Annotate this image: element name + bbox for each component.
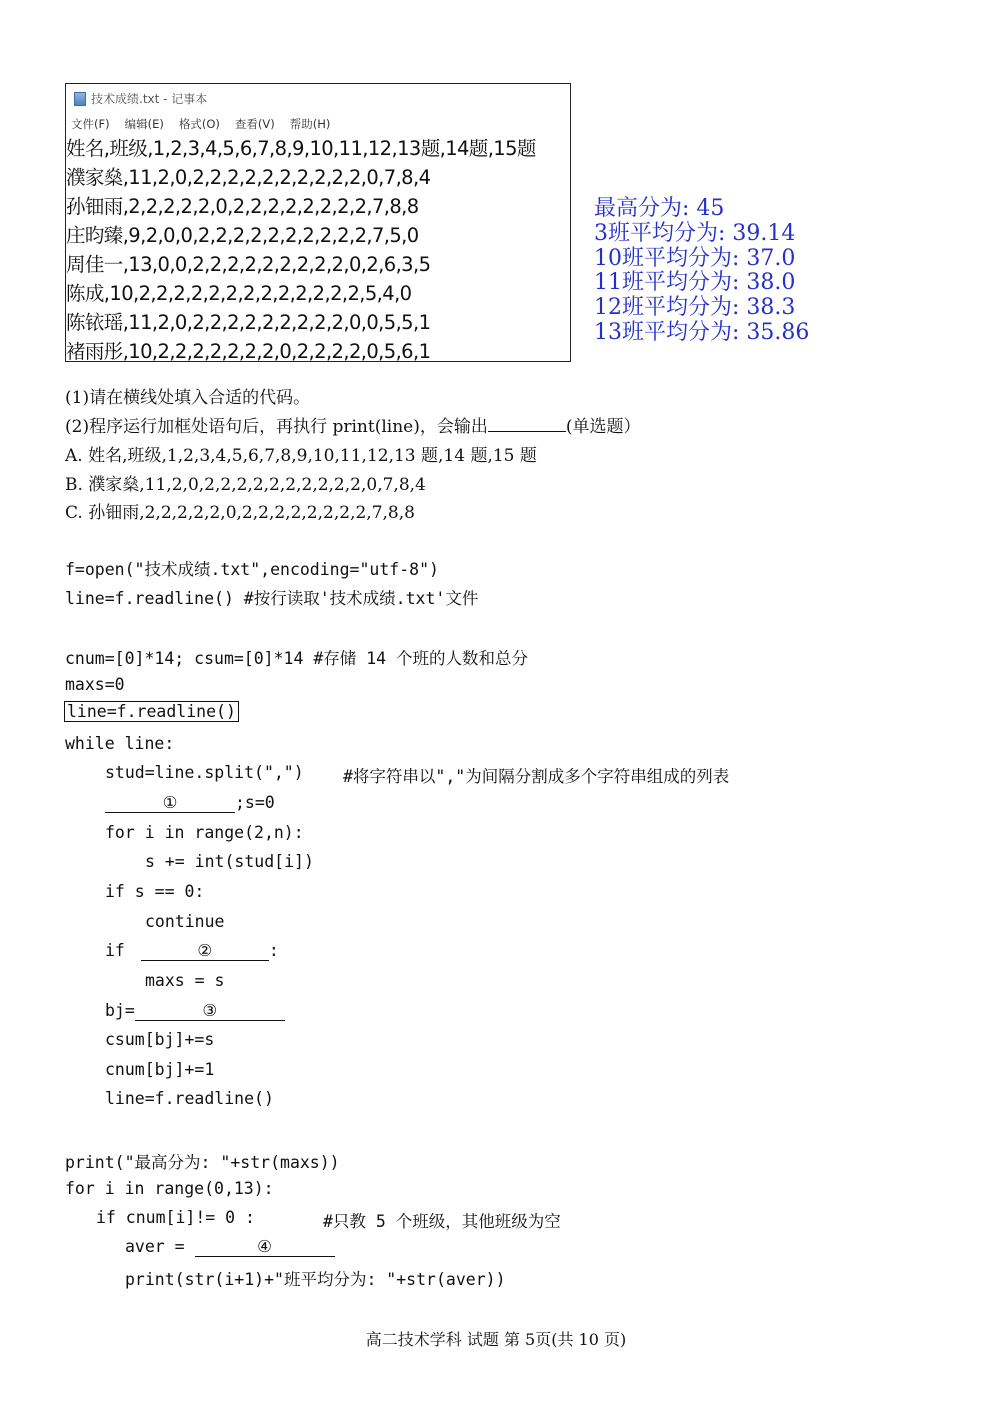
question-2-suffix: (单选题） [565, 417, 641, 437]
output-line: 12班平均分为: 38.3 [594, 295, 796, 321]
page-footer: 高二技术学科 试题 第 5页(共 10 页) [365, 1330, 627, 1349]
code-if-keyword: if [105, 941, 125, 960]
code-colon: : [268, 941, 279, 960]
option-b: B. 濮家燊,11,2,0,2,2,2,2,2,2,2,2,2,2,0,7,8,4 [65, 475, 426, 495]
notepad-line: 褚雨彤,10,2,2,2,2,2,2,2,0,2,2,2,2,0,5,6,1 [66, 340, 431, 363]
code-blank-3-line [105, 1001, 285, 1021]
code-init: cnum=[0]*14; csum=[0]*14 #存储 14 个班的人数和总分 [65, 649, 529, 668]
code-maxs: maxs=0 [65, 675, 125, 694]
code-print-max: print("最高分为: "+str(maxs)) [65, 1153, 340, 1172]
notepad-window [65, 83, 571, 362]
notepad-line: 陈铱瑶,11,2,0,2,2,2,2,2,2,2,2,2,0,0,5,5,1 [66, 311, 431, 334]
option-a: A. 姓名,班级,1,2,3,4,5,6,7,8,9,10,11,12,13 题,14 题,15 题 [65, 446, 537, 466]
code-blank-2-line [105, 941, 279, 961]
code-blank-1-line [105, 793, 275, 813]
code-while: while line: [65, 734, 175, 753]
option-c: C. 孙钿雨,2,2,2,2,2,0,2,2,2,2,2,2,2,2,7,8,8 [65, 503, 415, 523]
blank-2[interactable]: ② [141, 942, 269, 961]
menu-help[interactable]: 帮助(H) [289, 117, 331, 131]
code-if-cnum: if cnum[i]!= 0 : [96, 1208, 255, 1227]
notepad-line: 陈成,10,2,2,2,2,2,2,2,2,2,2,2,2,2,5,4,0 [66, 282, 412, 305]
output-line: 13班平均分为: 35.86 [594, 319, 810, 345]
code-readline-first: line=f.readline() #按行读取'技术成绩.txt'文件 [65, 589, 479, 608]
output-line: 3班平均分为: 39.14 [594, 220, 796, 246]
code-maxs-assign: maxs = s [145, 971, 225, 990]
program-output [594, 197, 809, 346]
output-line: 10班平均分为: 37.0 [594, 245, 796, 271]
notepad-line: 庄昀臻,9,2,0,0,2,2,2,2,2,2,2,2,2,2,7,5,0 [66, 224, 419, 247]
code-aver-head: aver = [125, 1237, 195, 1256]
code-for-classes: for i in range(0,13): [65, 1179, 274, 1198]
code-csum: csum[bj]+=s [105, 1030, 215, 1049]
output-line: 11班平均分为: 38.0 [594, 270, 796, 296]
code-for-range: for i in range(2,n): [105, 823, 304, 842]
code-print-aver: print(str(i+1)+"班平均分为: "+str(aver)) [125, 1270, 506, 1289]
code-open: f=open("技术成绩.txt",encoding="utf-8") [65, 560, 439, 579]
code-cnum: cnum[bj]+=1 [105, 1060, 215, 1079]
blank-4[interactable]: ④ [195, 1238, 335, 1257]
answer-blank[interactable] [488, 431, 566, 432]
code-blank-1-tail: ;s=0 [235, 793, 275, 812]
menu-format[interactable]: 格式(O) [178, 117, 220, 131]
menu-edit[interactable]: 编辑(E) [124, 117, 164, 131]
code-readline-loop: line=f.readline() [105, 1089, 274, 1108]
code-continue: continue [145, 912, 225, 931]
notepad-titlebar [74, 90, 207, 107]
question-1: (1)请在横线处填入合适的代码。 [65, 388, 311, 408]
menu-view[interactable]: 查看(V) [234, 117, 275, 131]
code-boxed-statement [64, 702, 239, 721]
question-2-text: (2)程序运行加框处语句后，再执行 print(line)，会输出 [65, 417, 488, 437]
code-if-zero: if s == 0: [105, 882, 205, 901]
output-line: 最高分为: 45 [594, 196, 725, 221]
menu-file[interactable]: 文件(F) [71, 117, 110, 131]
blank-3[interactable]: ③ [135, 1002, 285, 1021]
notepad-icon [74, 92, 86, 106]
notepad-line: 周佳一,13,0,0,2,2,2,2,2,2,2,2,2,0,2,6,3,5 [66, 253, 431, 276]
notepad-line: 濮家燊,11,2,0,2,2,2,2,2,2,2,2,2,2,0,7,8,4 [66, 166, 431, 189]
notepad-menu [71, 116, 330, 132]
code-blank-4-line [125, 1237, 335, 1257]
notepad-content [66, 134, 536, 366]
code-split: stud=line.split(",") [105, 763, 304, 782]
notepad-line: 孙钿雨,2,2,2,2,2,0,2,2,2,2,2,2,2,2,7,8,8 [66, 195, 419, 218]
blank-1[interactable]: ① [105, 794, 235, 813]
question-2 [65, 412, 641, 437]
notepad-line: 姓名,班级,1,2,3,4,5,6,7,8,9,10,11,12,13题,14题,15题 [66, 137, 536, 160]
code-split-comment: #将字符串以","为间隔分割成多个字符串组成的列表 [343, 767, 730, 786]
code-bj-head: bj= [105, 1001, 135, 1020]
code-if-cnum-comment: #只教 5 个班级，其他班级为空 [323, 1212, 561, 1231]
code-sum: s += int(stud[i]) [145, 852, 314, 871]
notepad-title: 技术成绩.txt - 记事本 [91, 92, 208, 106]
boxed-readline: line=f.readline() [64, 701, 239, 722]
